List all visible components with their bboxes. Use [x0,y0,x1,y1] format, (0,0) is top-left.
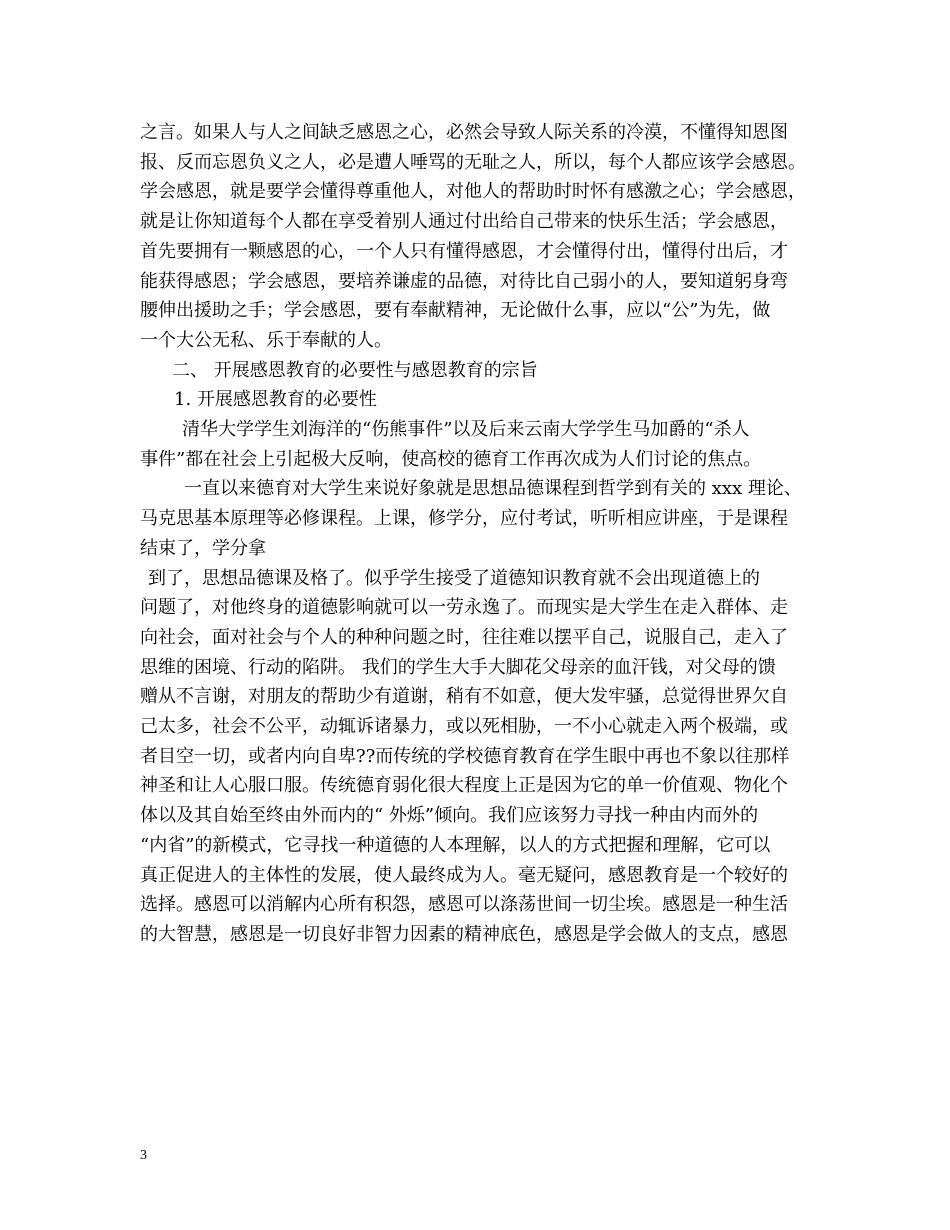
body-text-line: 向社会，面对社会与个人的种种问题之时，往往难以摆平自己，说服自己，走入了 [140,626,788,648]
body-text-line: 体以及其自始至终由外而内的“ 外烁”倾向。我们应该努力寻找一种由内而外的 [140,805,759,827]
body-text-line: 选择。感恩可以消解内心所有积怨，感恩可以涤荡世间一切尘埃。感恩是一种生活 [140,894,788,916]
body-text-line: 首先要拥有一颗感恩的心，一个人只有懂得感恩，才会懂得付出，懂得付出后，才 [140,240,788,262]
paragraph-first-line: 到了，思想品德课及格了。似乎学生接受了道德知识教育就不会出现道德上的 [148,567,760,589]
paragraph-first-line: 一直以来德育对大学生来说好象就是思想品德课程到哲学到有关的 xxx 理论、 [184,478,802,500]
body-text-line: 神圣和让人心服口服。传统德育弱化很大程度上正是因为它的单一价值观、物化个 [140,775,788,797]
body-text-line: 一个大公无私、乐于奉献的人。 [140,329,392,351]
page-number: 3 [140,1148,147,1163]
subsection-heading: 1. 开展感恩教育的必要性 [174,389,377,411]
body-text-line: 真正促进人的主体性的发展，使人最终成为人。毫无疑问，感恩教育是一个较好的 [140,864,788,886]
body-text-line: 赠从不言谢，对朋友的帮助少有道谢，稍有不如意，便大发牢骚，总觉得世界欠自 [140,686,788,708]
body-text-line: 思维的困境、行动的陷阱。 我们的学生大手大脚花父母亲的血汗钱，对父母的馈 [140,656,776,678]
body-text-line: 报、反而忘恩负义之人，必是遭人唾骂的无耻之人，所以，每个人都应该学会感恩。 [140,151,806,173]
section-heading: 二、 开展感恩教育的必要性与感恩教育的宗旨 [172,359,538,381]
document-body [140,118,830,950]
body-text-line: 学会感恩，就是要学会懂得尊重他人，对他人的帮助时时怀有感激之心；学会感恩， [140,181,806,203]
body-text-line: 结束了，学分拿 [140,537,266,559]
body-text-line: 的大智慧，感恩是一切良好非智力因素的精神底色，感恩是学会做人的支点，感恩 [140,923,788,945]
body-text-line: 者目空一切，或者内向自卑??而传统的学校德育教育在学生眼中再也不象以往那样 [140,745,790,767]
body-text-line: 就是让你知道每个人都在享受着别人通过付出给自己带来的快乐生活；学会感恩， [140,211,788,233]
body-text-line: 之言。如果人与人之间缺乏感恩之心，必然会导致人际关系的冷漠，不懂得知恩图 [140,122,788,143]
body-text-line: 能获得感恩；学会感恩，要培养谦虚的品德，对待比自己弱小的人，要知道躬身弯 [140,270,788,292]
body-text-line: 问题了，对他终身的道德影响就可以一劳永逸了。而现实是大学生在走入群体、走 [140,597,788,619]
body-text-line: 马克思基本原理等必修课程。上课，修学分，应付考试，听听相应讲座，于是课程 [140,508,788,530]
body-text-line: “内省”的新模式，它寻找一种道德的人本理解，以人的方式把握和理解，它可以 [140,834,771,856]
body-text-line: 腰伸出援助之手；学会感恩，要有奉献精神，无论做什么事，应以“公”为先，做 [140,300,771,322]
body-text-line: 事件”都在社会上引起极大反响，使高校的德育工作再次成为人们讨论的焦点。 [140,448,762,470]
paragraph-first-line: 清华大学学生刘海洋的“伤熊事件”以及后来云南大学学生马加爵的“杀人 [182,419,750,441]
body-text-line: 己太多，社会不公平，动辄诉诸暴力，或以死相胁，一不小心就走入两个极端，或 [140,716,788,738]
